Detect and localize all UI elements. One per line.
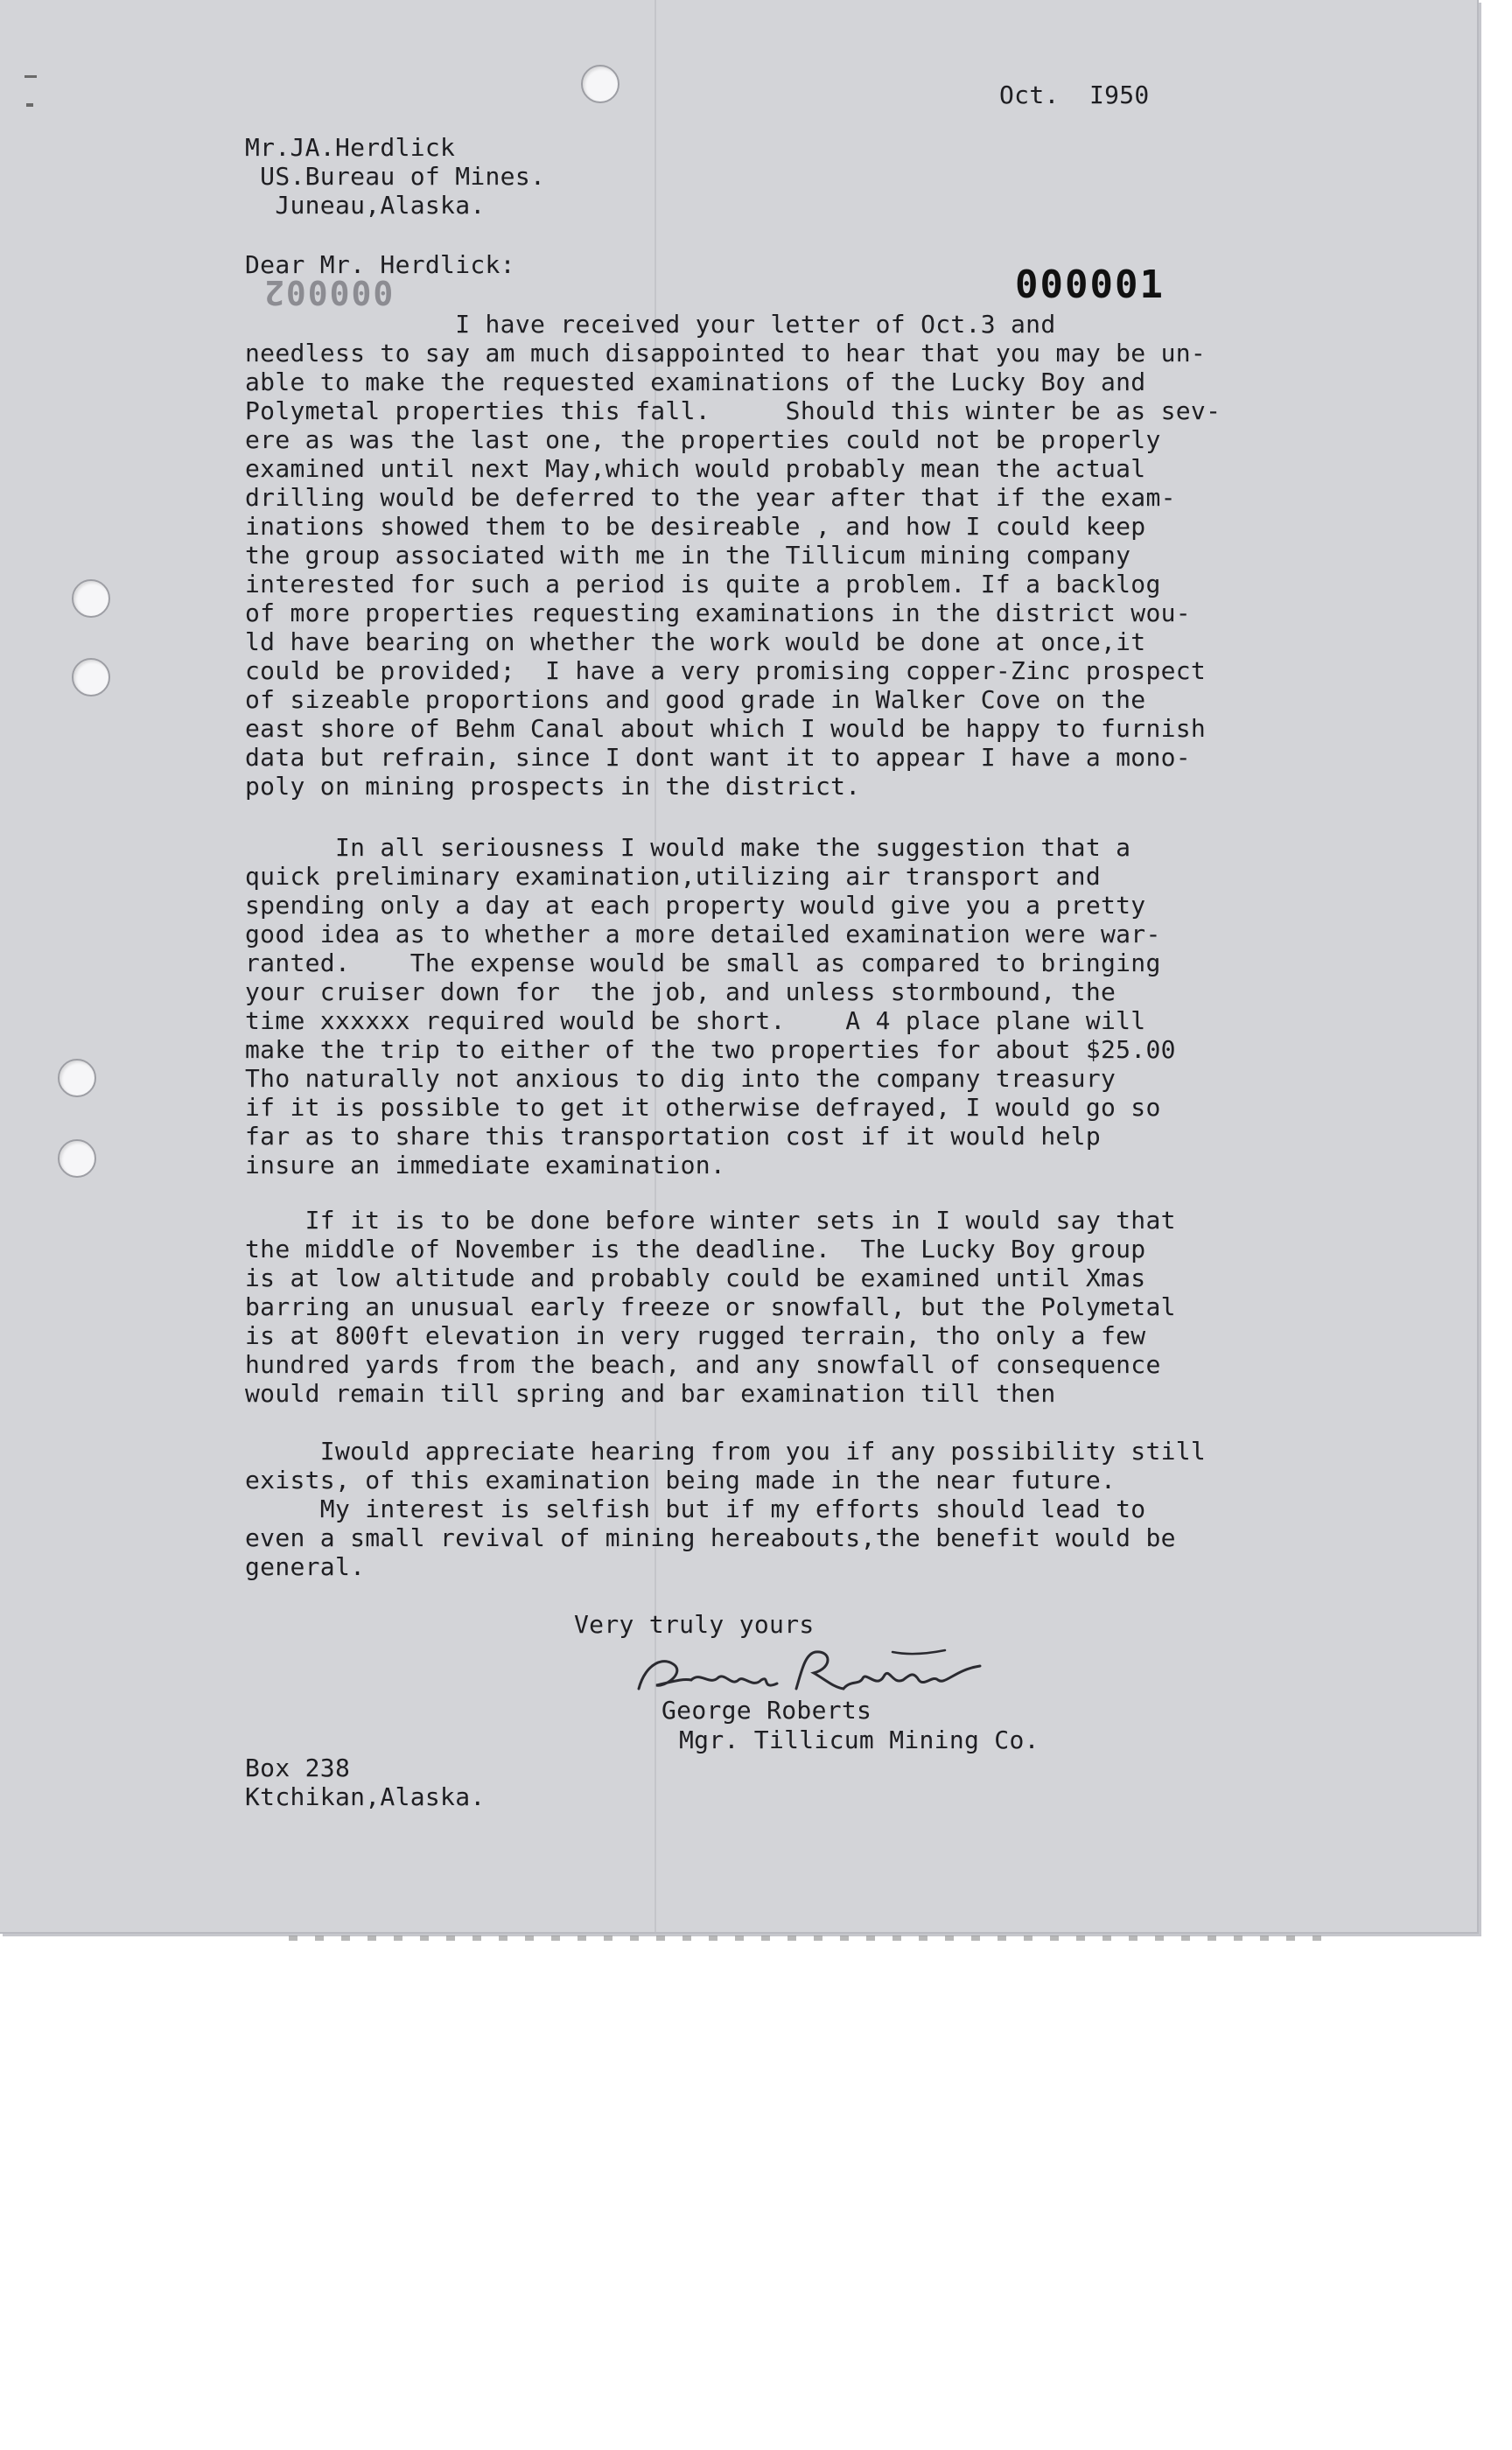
edge-mark bbox=[24, 75, 37, 78]
body-line: could be provided; I have a very promising copper-Zinc prospect bbox=[245, 656, 1207, 685]
addressee-line: US.Bureau of Mines. bbox=[245, 162, 546, 191]
salutation: Dear Mr. Herdlick: bbox=[245, 250, 515, 279]
body-paragraph-3 bbox=[245, 1206, 1176, 1408]
body-line: hundred yards from the beach, and any snowfall of consequence bbox=[245, 1350, 1161, 1379]
body-line: ere as was the last one, the properties could not be properly bbox=[245, 425, 1161, 454]
body-line: exists, of this examination being made in the near future. bbox=[245, 1466, 1116, 1494]
body-line: east shore of Behm Canal about which I would be happy to furnish bbox=[245, 714, 1207, 743]
body-line: even a small revival of mining hereabouts,the benefit would be bbox=[245, 1523, 1176, 1552]
body-line: able to make the requested examinations of the Lucky Boy and bbox=[245, 368, 1146, 396]
body-line: poly on mining prospects in the district. bbox=[245, 772, 861, 801]
addressee-line: Juneau,Alaska. bbox=[245, 191, 486, 220]
body-line: general. bbox=[245, 1552, 366, 1581]
body-line: ranted. The expense would be small as compared to bringing bbox=[245, 948, 1161, 977]
body-line: Iwould appreciate hearing from you if any possibility still bbox=[245, 1437, 1207, 1466]
body-line: In all seriousness I would make the suggestion that a bbox=[245, 833, 1131, 862]
body-line: If it is to be done before winter sets in I would say that bbox=[245, 1206, 1176, 1235]
body-paragraph-1 bbox=[245, 310, 1221, 801]
addressee-block bbox=[245, 133, 545, 220]
letter-date: Oct. I950 bbox=[999, 80, 1150, 109]
document-number-stamp: 000001 bbox=[1015, 262, 1165, 307]
closing: Very truly yours bbox=[574, 1610, 815, 1639]
body-line: if it is possible to get it otherwise defrayed, I would go so bbox=[245, 1093, 1161, 1122]
body-line: needless to say am much disappointed to hear that you may be un- bbox=[245, 339, 1207, 368]
body-line: of more properties requesting examinations in the district wou- bbox=[245, 598, 1191, 627]
body-line: quick preliminary examination,utilizing air transport and bbox=[245, 862, 1101, 891]
scan-edge-artifact bbox=[289, 1936, 1339, 1941]
body-line: is at 800ft elevation in very rugged terrain, tho only a few bbox=[245, 1321, 1146, 1350]
edge-mark bbox=[26, 103, 33, 107]
body-line: My interest is selfish but if my efforts should lead to bbox=[245, 1494, 1146, 1523]
body-line: the middle of November is the deadline. The Lucky Boy group bbox=[245, 1235, 1146, 1264]
body-line: barring an unusual early freeze or snowfall, but the Polymetal bbox=[245, 1292, 1176, 1321]
punch-hole bbox=[58, 1059, 96, 1097]
body-line: far as to share this transportation cost if it would help bbox=[245, 1122, 1101, 1151]
punch-hole bbox=[58, 1139, 96, 1178]
body-line: would remain till spring and bar examination till then bbox=[245, 1379, 1056, 1408]
body-line: Polymetal properties this fall. Should this winter be as sev- bbox=[245, 396, 1222, 425]
body-line: of sizeable proportions and good grade in Walker Cove on the bbox=[245, 685, 1146, 714]
body-line: make the trip to either of the two properties for about $25.00 bbox=[245, 1035, 1176, 1064]
body-line: good idea as to whether a more detailed examination were war- bbox=[245, 920, 1161, 948]
punch-hole bbox=[581, 65, 620, 103]
addressee-line: Mr.JA.Herdlick bbox=[245, 133, 456, 162]
return-address-line: Box 238 bbox=[245, 1754, 351, 1782]
body-line: is at low altitude and probably could be examined until Xmas bbox=[245, 1264, 1146, 1292]
document-number-bleedthrough: 000002 bbox=[262, 273, 394, 312]
body-line: I have received your letter of Oct.3 and bbox=[245, 310, 1056, 339]
body-line: data but refrain, since I dont want it to appear I have a mono- bbox=[245, 743, 1191, 772]
return-address-line: Ktchikan,Alaska. bbox=[245, 1782, 486, 1811]
body-line: the group associated with me in the Tillicum mining company bbox=[245, 541, 1131, 570]
body-line: your cruiser down for the job, and unless stormbound, the bbox=[245, 977, 1116, 1006]
body-line: ld have bearing on whether the work would be done at once,it bbox=[245, 627, 1146, 656]
body-line: examined until next May,which would probably mean the actual bbox=[245, 454, 1146, 483]
body-paragraph-4 bbox=[245, 1437, 1206, 1581]
body-line: time xxxxxx required would be short. A 4 place plane will bbox=[245, 1006, 1146, 1035]
body-line: insure an immediate examination. bbox=[245, 1151, 726, 1180]
body-line: Tho naturally not anxious to dig into the company treasury bbox=[245, 1064, 1116, 1093]
body-line: drilling would be deferred to the year after that if the exam- bbox=[245, 483, 1176, 512]
punch-hole bbox=[72, 579, 110, 618]
body-line: inations showed them to be desireable , and how I could keep bbox=[245, 512, 1146, 541]
signer-title: Mgr. Tillicum Mining Co. bbox=[679, 1726, 1040, 1754]
body-line: spending only a day at each property would give you a pretty bbox=[245, 891, 1146, 920]
signer-name: George Roberts bbox=[662, 1696, 872, 1725]
return-address bbox=[245, 1754, 486, 1811]
body-paragraph-2 bbox=[245, 833, 1176, 1180]
body-line: interested for such a period is quite a problem. If a backlog bbox=[245, 570, 1161, 598]
punch-hole bbox=[72, 658, 110, 696]
